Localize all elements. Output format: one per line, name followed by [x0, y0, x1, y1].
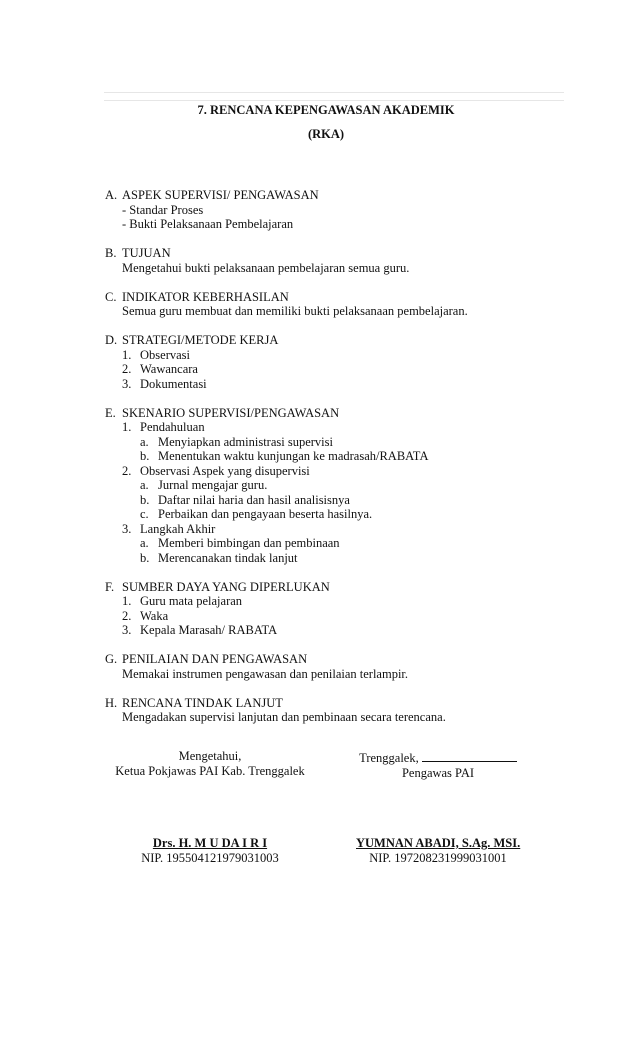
- item-text: Dokumentasi: [140, 376, 207, 391]
- section-letter: G.: [105, 652, 118, 666]
- item-number: 3.: [122, 623, 132, 637]
- right-signatory-name: YUMNAN ABADI, S.Ag. MSI.: [356, 836, 521, 850]
- section-f: [105, 580, 605, 638]
- item-number: 3.: [122, 376, 132, 391]
- item-text: Guru mata pelajaran: [140, 594, 243, 608]
- section-heading: [105, 290, 605, 305]
- section-title: SKENARIO SUPERVISI/PENGAWASAN: [122, 405, 340, 420]
- section-title: PENILAIAN DAN PENGAWASAN: [122, 652, 308, 666]
- section-letter: B.: [105, 246, 117, 260]
- section-heading: [105, 696, 605, 711]
- section-title: RENCANA TINDAK LANJUT: [122, 695, 283, 710]
- section-e: [105, 406, 605, 566]
- section-heading: [105, 580, 605, 595]
- sub-item-text: Memberi bimbingan dan pembinaan: [158, 536, 340, 550]
- left-signatory-name: Drs. H. M U DA I R I: [152, 836, 268, 850]
- section-text: Semua guru membuat dan memiliki bukti pelaksanaan pembelajaran.: [122, 304, 468, 318]
- list-item: [105, 522, 605, 537]
- section-title: STRATEGI/METODE KERJA: [122, 333, 279, 347]
- document-body: [105, 188, 605, 739]
- item-text: Observasi: [140, 347, 190, 362]
- header-rule-bottom: [104, 100, 564, 101]
- section-heading: [105, 246, 605, 261]
- signature-right-header: [356, 749, 520, 780]
- sub-list-item: [105, 435, 605, 450]
- list-item: [105, 464, 605, 479]
- right-signatory-nip: NIP. 197208231999031001: [369, 850, 507, 865]
- item-number: 1.: [122, 347, 132, 362]
- acknowledged-label: Mengetahui,: [178, 749, 242, 763]
- section-letter: F.: [105, 579, 115, 594]
- list-item: [105, 609, 605, 624]
- sub-item-letter: b.: [140, 492, 150, 507]
- document-subtitle: (RKA): [307, 127, 345, 141]
- item-text: Wawancara: [140, 362, 198, 376]
- sub-item-text: Merencanakan tindak lanjut: [158, 550, 298, 565]
- sub-item-text: Menentukan waktu kunjungan ke madrasah/RABATA: [158, 449, 429, 463]
- sub-item-text: Jurnal mengajar guru.: [158, 478, 268, 492]
- section-letter: H.: [105, 695, 118, 710]
- signature-right-footer: [356, 836, 520, 865]
- sub-list-item: [105, 493, 605, 508]
- sub-item-text: Menyiapkan administrasi supervisi: [158, 434, 333, 449]
- section-letter: A.: [105, 188, 118, 202]
- list-item: [105, 377, 605, 392]
- sub-item-text: Perbaikan dan pengayaan beserta hasilnya.: [158, 507, 373, 521]
- sub-item-text: Daftar nilai haria dan hasil analisisnya: [158, 492, 350, 507]
- item-text: Kepala Marasah/ RABATA: [140, 623, 278, 637]
- item-number: 1.: [122, 594, 132, 608]
- sub-list-item: [105, 551, 605, 566]
- section-text: Mengetahui bukti pelaksanaan pembelajaran semua guru.: [122, 260, 410, 275]
- item-number: 2.: [122, 608, 132, 623]
- section-title: ASPEK SUPERVISI/ PENGAWASAN: [122, 188, 319, 202]
- section-g: [105, 652, 605, 681]
- signature-left-footer: [112, 836, 308, 865]
- document-title: 7. RENCANA KEPENGAWASAN AKADEMIK: [197, 103, 455, 117]
- section-title: INDIKATOR KEBERHASILAN: [122, 289, 289, 304]
- item-text: Langkah Akhir: [140, 521, 216, 536]
- section-heading: [105, 188, 605, 203]
- section-letter: E.: [105, 405, 116, 420]
- item-number: 2.: [122, 463, 132, 478]
- section-a: [105, 188, 605, 232]
- item-number: 2.: [122, 362, 132, 376]
- left-signatory-title: Ketua Pokjawas PAI Kab. Trenggalek: [115, 763, 305, 778]
- section-text: Mengadakan supervisi lanjutan dan pembinaan secara terencana.: [122, 710, 446, 724]
- item-number: 3.: [122, 521, 132, 536]
- sub-item-letter: b.: [140, 449, 150, 463]
- item-text: Waka: [140, 608, 169, 623]
- sub-list-item: [105, 507, 605, 522]
- sub-item-letter: c.: [140, 507, 149, 521]
- section-c: [105, 290, 605, 319]
- sub-list-item: [105, 449, 605, 464]
- section-letter: C.: [105, 289, 117, 304]
- list-item: [105, 594, 605, 609]
- item-text: Observasi Aspek yang disupervisi: [140, 463, 310, 478]
- list-item: [105, 362, 605, 377]
- section-title: SUMBER DAYA YANG DIPERLUKAN: [122, 579, 330, 594]
- place-date-line: [356, 749, 520, 766]
- sub-item-letter: a.: [140, 536, 149, 550]
- sub-item-letter: b.: [140, 550, 150, 565]
- signature-left-header: [112, 749, 308, 778]
- list-item: [105, 348, 605, 363]
- section-heading: [105, 333, 605, 348]
- list-item: [105, 623, 605, 638]
- list-item: [105, 420, 605, 435]
- place-label: Trenggalek,: [359, 751, 419, 765]
- sub-list-item: [105, 478, 605, 493]
- section-heading: [105, 652, 605, 667]
- section-heading: [105, 406, 605, 421]
- section-text: - Bukti Pelaksanaan Pembelajaran: [122, 217, 294, 231]
- section-title: TUJUAN: [122, 246, 171, 260]
- section-letter: D.: [105, 333, 118, 347]
- section-text: - Standar Proses: [122, 202, 204, 217]
- sub-list-item: [105, 536, 605, 551]
- section-text: Memakai instrumen pengawasan dan penilaian terlampir.: [122, 666, 409, 681]
- section-d: [105, 333, 605, 391]
- item-text: Pendahuluan: [140, 420, 205, 434]
- right-signatory-title: Pengawas PAI: [401, 765, 475, 780]
- section-b: [105, 246, 605, 275]
- item-number: 1.: [122, 420, 132, 434]
- section-h: [105, 696, 605, 725]
- sub-item-letter: a.: [140, 478, 149, 492]
- header-rule-top: [104, 92, 564, 93]
- sub-item-letter: a.: [140, 434, 149, 449]
- left-signatory-nip: NIP. 195504121979031003: [141, 850, 279, 865]
- date-blank: [422, 749, 517, 762]
